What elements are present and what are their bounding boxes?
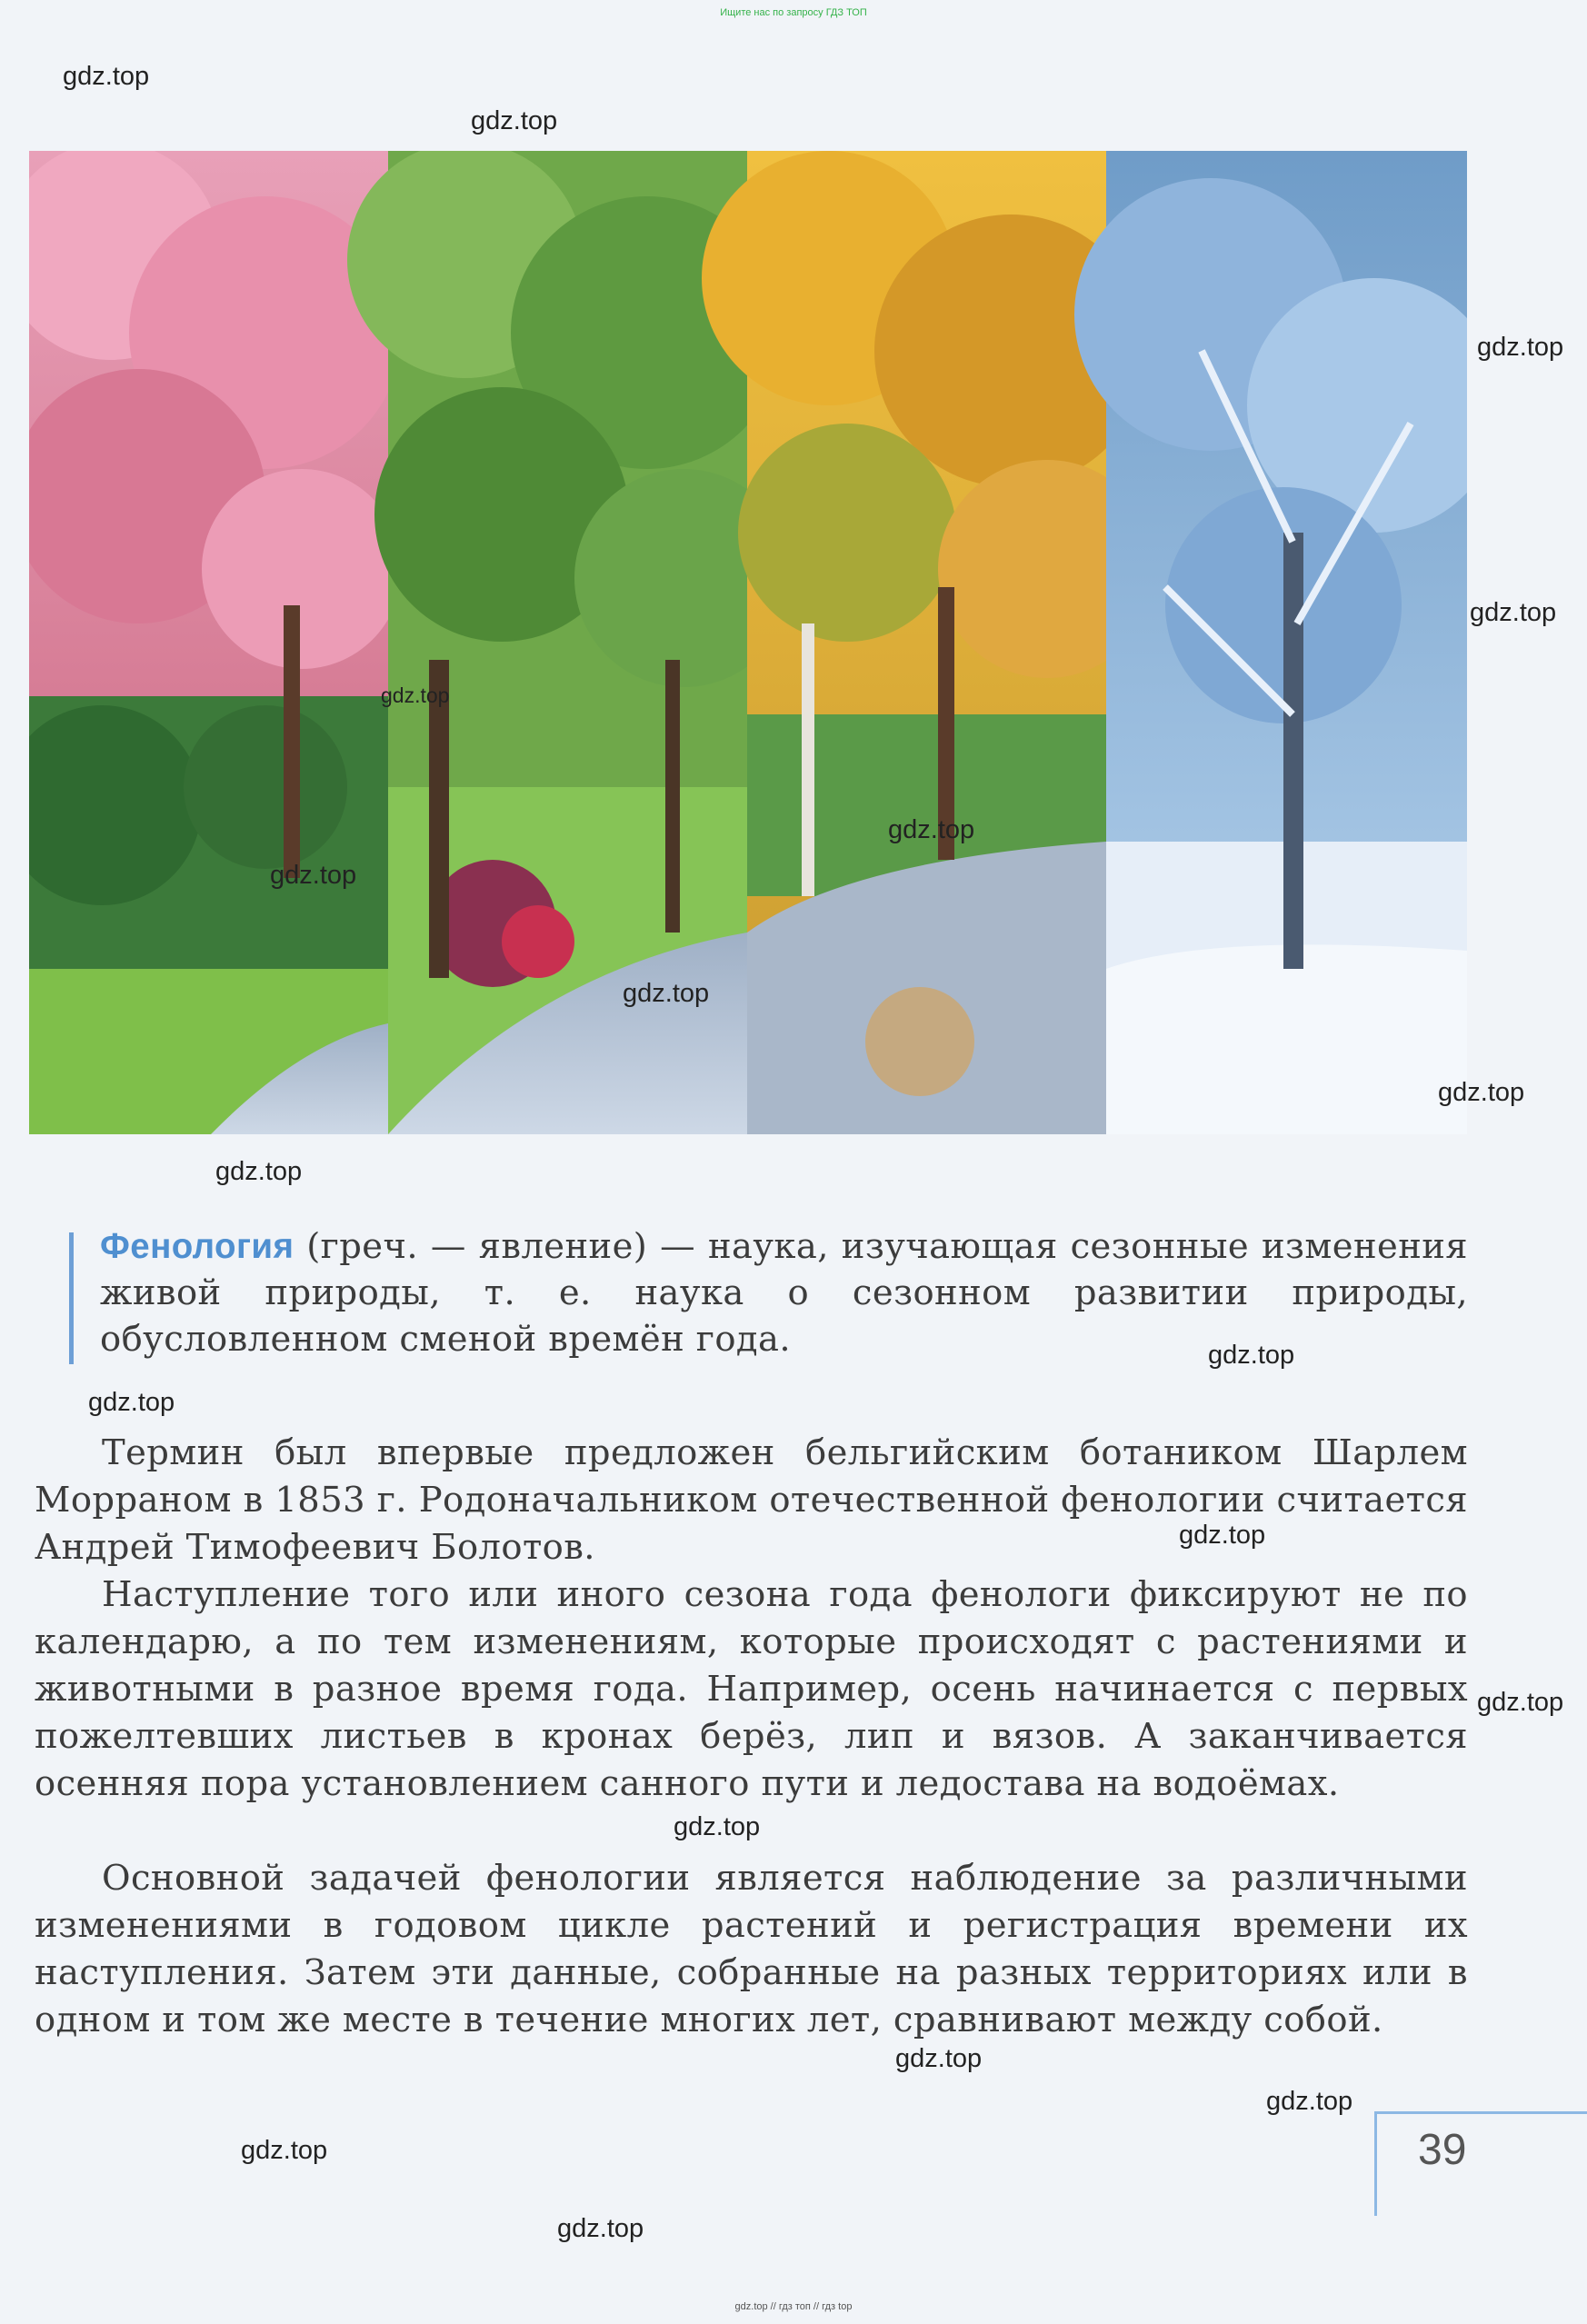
paragraph-1: Термин был впервые предложен бельгийским ботаником Шарлем Морраном в 1853 г. Родоначальником отечественной фенологии считается Андрей Тимофеевич Болотов. [35,1432,1468,1568]
definition-bar [69,1232,74,1364]
paragraph-3: Основной задачей фенологии является наблюдение за различными изменениями в годовом цикле растений и регистрация времени их наступления. Затем эти данные, собранные на разных территориях или в одном и том же месте в течение многих лет, сравнивают между собой. [35,1858,1468,2040]
page-number: 39 [1418,2126,1467,2174]
watermark: gdz.top [888,815,975,844]
page-number-frame [1374,2111,1587,2216]
watermark: gdz.top [1477,333,1564,362]
header-note: Ищите нас по запросу ГДЗ ТОП [720,7,867,18]
watermark: gdz.top [895,2044,983,2073]
watermark: gdz.top [1438,1078,1525,1107]
watermark: gdz.top [63,62,150,91]
definition-text: (греч. — явление) — наука, изучающая сезонные изменения живой природы, т. е. наука о сезонном развитии природы, обусловленном сменой времён года. [100,1226,1468,1360]
paragraph-2: Наступление того или иного сезона года фенологи фиксируют не по календарю, а по тем изменениям, которые происходят с растениями и животными в разное время года. Например, осень начинается с первых пожелтевших листьев в кронах берёз, лип и вязов. А заканчивается осенняя пора установлением санного пути и ледостава на водоёмах. [35,1574,1468,1804]
seasons-illustration [29,151,1467,1134]
watermark: gdz.top [215,1157,303,1186]
watermark: gdz.top [1470,598,1557,627]
watermark: gdz.top [1477,1688,1564,1717]
footer-note: gdz.top // гдз топ // гдз top [734,2301,853,2312]
watermark: gdz.top [1208,1341,1295,1370]
spring-panel [29,151,402,1134]
watermark: gdz.top [674,1812,761,1841]
watermark: gdz.top [381,683,450,707]
watermark: gdz.top [270,861,357,890]
watermark: gdz.top [623,979,710,1008]
watermark: gdz.top [1266,2087,1353,2116]
watermark: gdz.top [1179,1521,1266,1550]
winter-panel [1074,151,1467,1134]
four-seasons-photo [29,151,1467,1134]
definition-term: Фенология [100,1227,294,1266]
watermark: gdz.top [557,2214,644,2243]
watermark: gdz.top [241,2136,328,2165]
watermark: gdz.top [88,1388,175,1417]
watermark: gdz.top [471,106,558,135]
